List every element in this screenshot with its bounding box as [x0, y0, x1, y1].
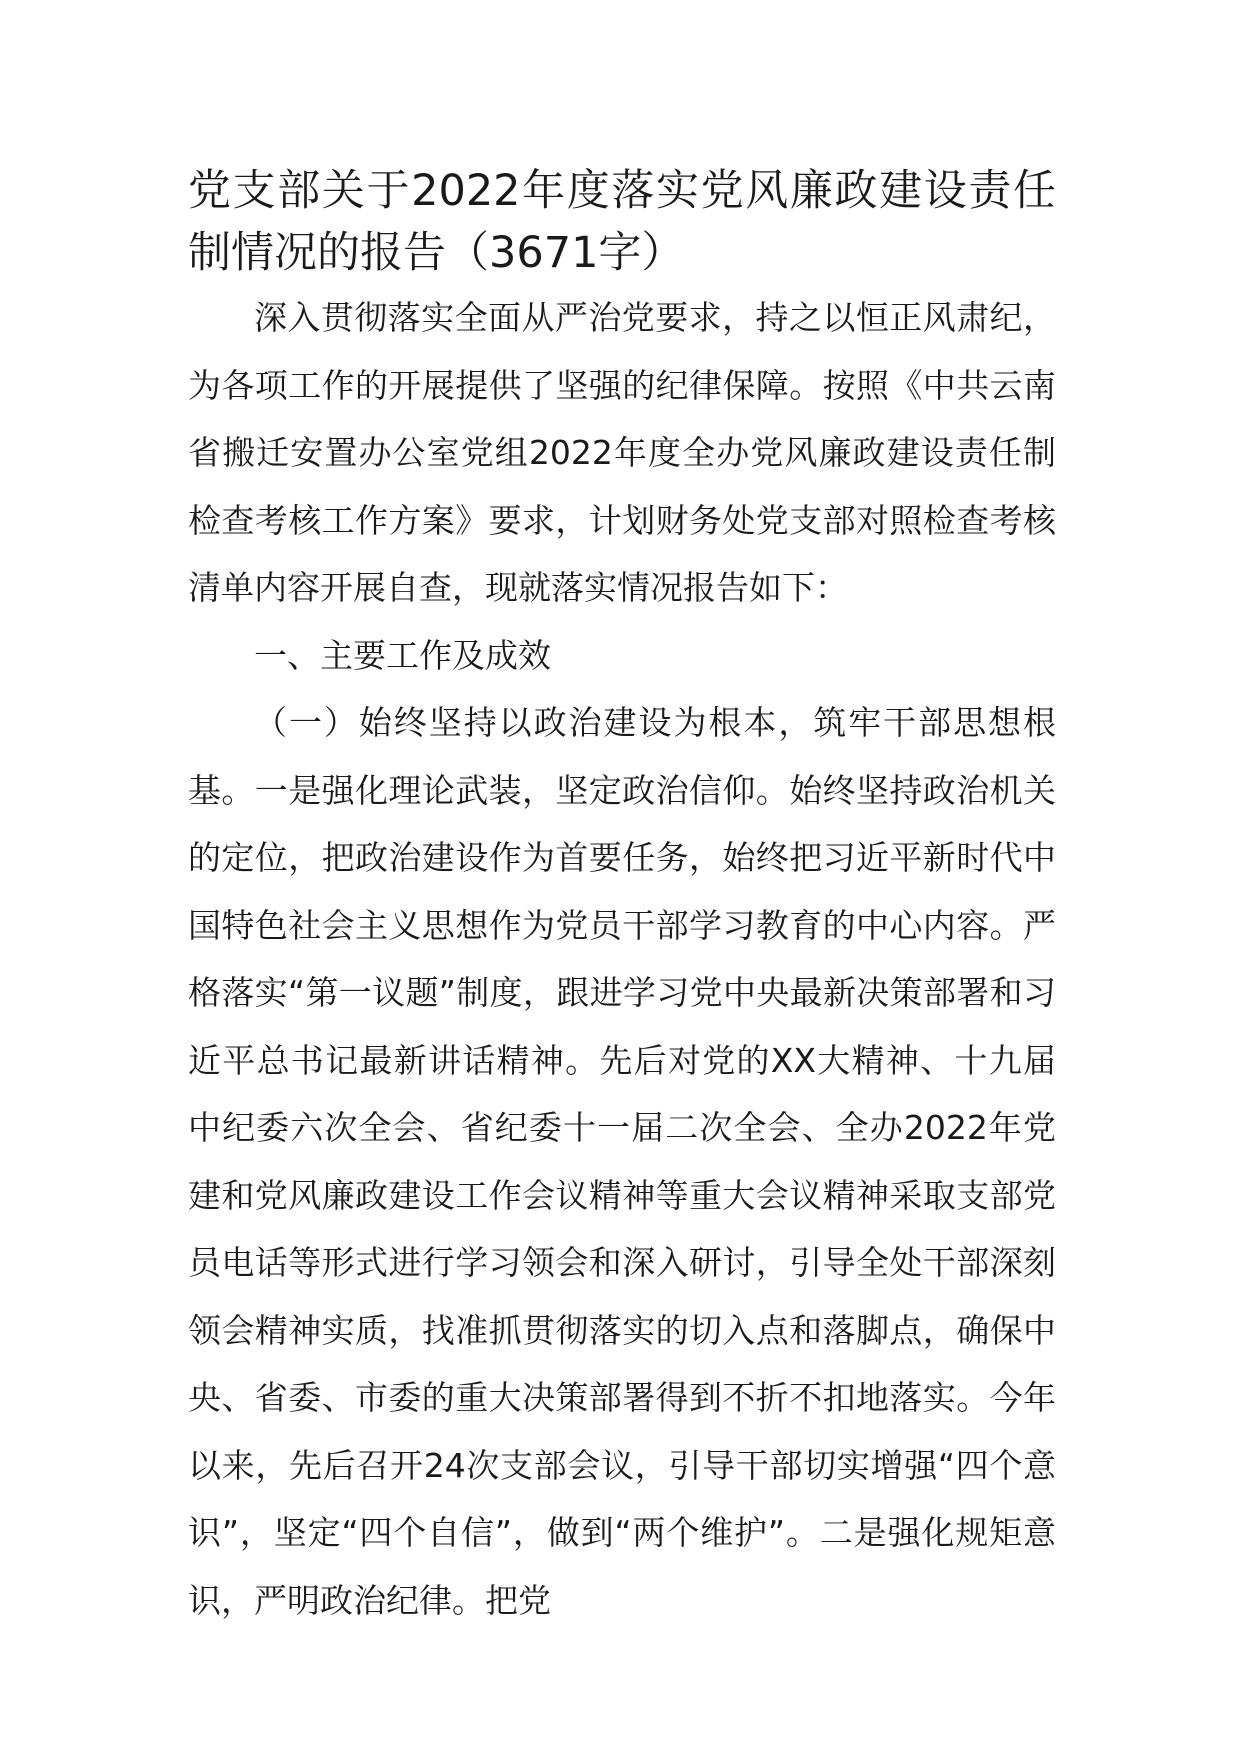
intro-paragraph: 深入贯彻落实全面从严治党要求，持之以恒正风肃纪，为各项工作的开展提供了坚强的纪律保障。按照《中共云南省搬迁安置办公室党组2022年度全办党风廉政建设责任制检查考核工作方案》要求，计划财务处党支部对照检查考核清单内容开展自查，现就落实情况报告如下：	[188, 298, 1056, 607]
section-heading: 一、主要工作及成效	[254, 635, 551, 675]
document-page	[188, 160, 1056, 1634]
document-body	[188, 284, 1056, 1634]
body-paragraph: （一）始终坚持以政治建设为根本，筑牢干部思想根基。一是强化理论武装，坚定政治信仰。始终坚持政治机关的定位，把政治建设作为首要任务，始终把习近平新时代中国特色社会主义思想作为党员干部学习教育的中心内容。严格落实“第一议题”制度，跟进学习党中央最新决策部署和习近平总书记最新讲话精神。先后对党的XX大精神、十九届中纪委六次全会、省纪委十一届二次全会、全办2022年党建和党风廉政建设工作会议精神等重大会议精神采取支部党员电话等形式进行学习领会和深入研讨，引导全处干部深刻领会精神实质，找准抓贯彻落实的切入点和落脚点，确保中央、省委、市委的重大决策部署得到不折不扣地落实。今年以来，先后召开24次支部会议，引导干部切实增强“四个意识”，坚定“四个自信”，做到“两个维护”。二是强化规矩意识，严明政治纪律。把党	[188, 703, 1056, 1620]
document-title: 党支部关于2022年度落实党风廉政建设责任制情况的报告（3671字）	[188, 166, 1056, 278]
